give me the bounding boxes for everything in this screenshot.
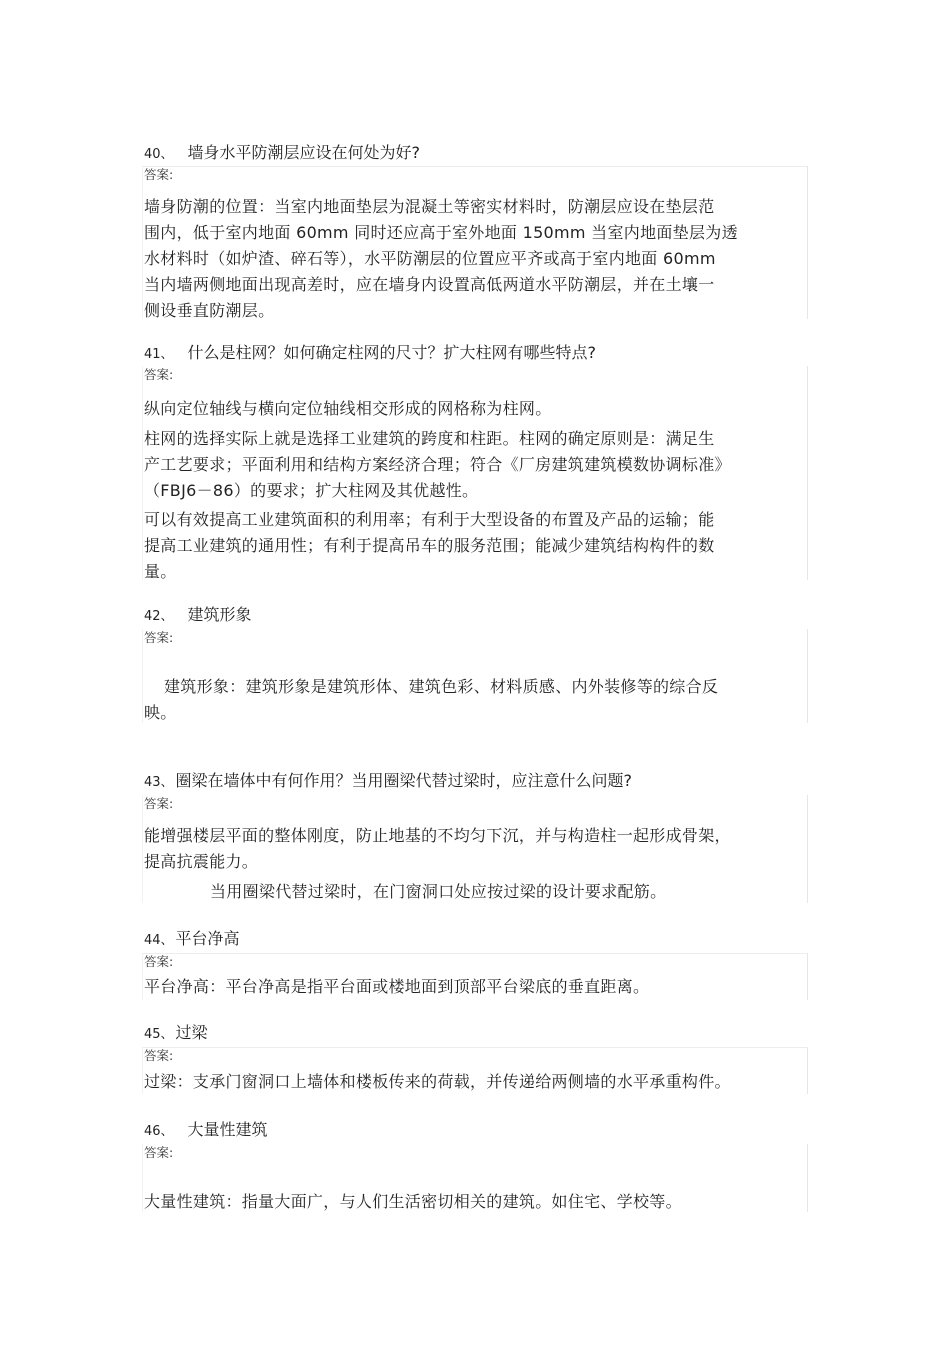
question-44 xyxy=(144,929,240,951)
answer-line: 纵向定位轴线与横向定位轴线相交形成的网格称为柱网。 xyxy=(144,399,552,418)
question-number: 42、 xyxy=(144,609,174,624)
answer-line: 当内墙两侧地面出现高差时，应在墙身内设置高低两道水平防潮层，并在土壤一 xyxy=(144,275,715,294)
answer-line: 水材料时（如炉渣、碎石等），水平防潮层的位置应平齐或高于室内地面 60mm xyxy=(144,249,716,268)
question-title: 平台净高 xyxy=(175,929,240,948)
question-title: 大量性建筑 xyxy=(187,1120,268,1139)
answer-line: 大量性建筑：指量大面广，与人们生活密切相关的建筑。如住宅、学校等。 xyxy=(144,1192,682,1211)
answer-43-note xyxy=(144,879,806,905)
question-title: 过梁 xyxy=(175,1023,208,1042)
answer-label: 答案: xyxy=(144,1048,174,1063)
answer-line: 侧设垂直防潮层。 xyxy=(144,301,275,320)
question-46 xyxy=(144,1120,268,1142)
question-title: 建筑形象 xyxy=(187,605,252,624)
question-number: 45、 xyxy=(144,1027,174,1042)
answer-line: 提高工业建筑的通用性；有利于提高吊车的服务范围；能减少建筑结构构件的数 xyxy=(144,536,715,555)
answer-41 xyxy=(144,396,806,422)
question-title: 什么是柱网？如何确定柱网的尺寸？扩大柱网有哪些特点? xyxy=(187,343,597,362)
answer-label: 答案: xyxy=(144,796,174,811)
answer-line: 围内，低于室内地面 60mm 同时还应高于室外地面 150mm 当室内地面垫层为透 xyxy=(144,223,738,242)
answer-line: 柱网的选择实际上就是选择工业建筑的跨度和柱距。柱网的确定原则是：满足生 xyxy=(144,429,715,448)
question-45 xyxy=(144,1023,208,1045)
question-number: 44、 xyxy=(144,933,174,948)
question-42 xyxy=(144,605,252,627)
answer-41-principles xyxy=(144,426,806,504)
answer-46 xyxy=(144,1189,806,1215)
answer-line: 过梁：支承门窗洞口上墙体和楼板传来的荷载，并传递给两侧墙的水平承重构件。 xyxy=(144,1072,731,1091)
answer-line: 提高抗震能力。 xyxy=(144,852,259,871)
answer-label: 答案: xyxy=(144,167,174,182)
answer-label: 答案: xyxy=(144,1145,174,1160)
answer-41-advantages xyxy=(144,507,806,585)
answer-45 xyxy=(144,1069,806,1095)
answer-line: 墙身防潮的位置：当室内地面垫层为混凝土等密实材料时，防潮层应设在垫层范 xyxy=(144,197,715,216)
question-number: 41、 xyxy=(144,347,174,362)
question-43 xyxy=(144,771,632,793)
answer-line: 建筑形象：建筑形象是建筑形体、建筑色彩、材料质感、内外装修等的综合反 xyxy=(164,677,719,696)
answer-label: 答案: xyxy=(144,367,174,382)
question-number: 46、 xyxy=(144,1124,174,1139)
question-40 xyxy=(144,143,420,165)
question-number: 43、 xyxy=(144,775,174,790)
answer-line: 量。 xyxy=(144,562,177,581)
answer-line: 可以有效提高工业建筑面积的利用率；有利于大型设备的布置及产品的运输；能 xyxy=(144,510,715,529)
question-title: 墙身水平防潮层应设在何处为好? xyxy=(187,143,421,162)
answer-43 xyxy=(144,823,806,875)
answer-line: （FBJ6－86）的要求；扩大柱网及其优越性。 xyxy=(144,481,479,500)
answer-40 xyxy=(144,194,806,324)
answer-line: 产工艺要求；平面利用和结构方案经济合理；符合《厂房建筑建筑模数协调标准》 xyxy=(144,455,731,474)
answer-line: 平台净高：平台净高是指平台面或楼地面到顶部平台梁底的垂直距离。 xyxy=(144,977,650,996)
answer-44 xyxy=(144,974,806,1000)
answer-label: 答案: xyxy=(144,630,174,645)
question-number: 40、 xyxy=(144,147,174,162)
answer-line: 当用圈梁代替过梁时，在门窗洞口处应按过梁的设计要求配筋。 xyxy=(210,882,667,901)
answer-line: 映。 xyxy=(144,703,177,722)
question-41 xyxy=(144,343,596,365)
answer-label: 答案: xyxy=(144,954,174,969)
answer-42 xyxy=(144,674,806,726)
answer-line: 能增强楼层平面的整体刚度，防止地基的不均匀下沉，并与构造柱一起形成骨架， xyxy=(144,826,731,845)
question-title: 圈梁在墙体中有何作用？当用圈梁代替过梁时，应注意什么问题? xyxy=(175,771,633,790)
